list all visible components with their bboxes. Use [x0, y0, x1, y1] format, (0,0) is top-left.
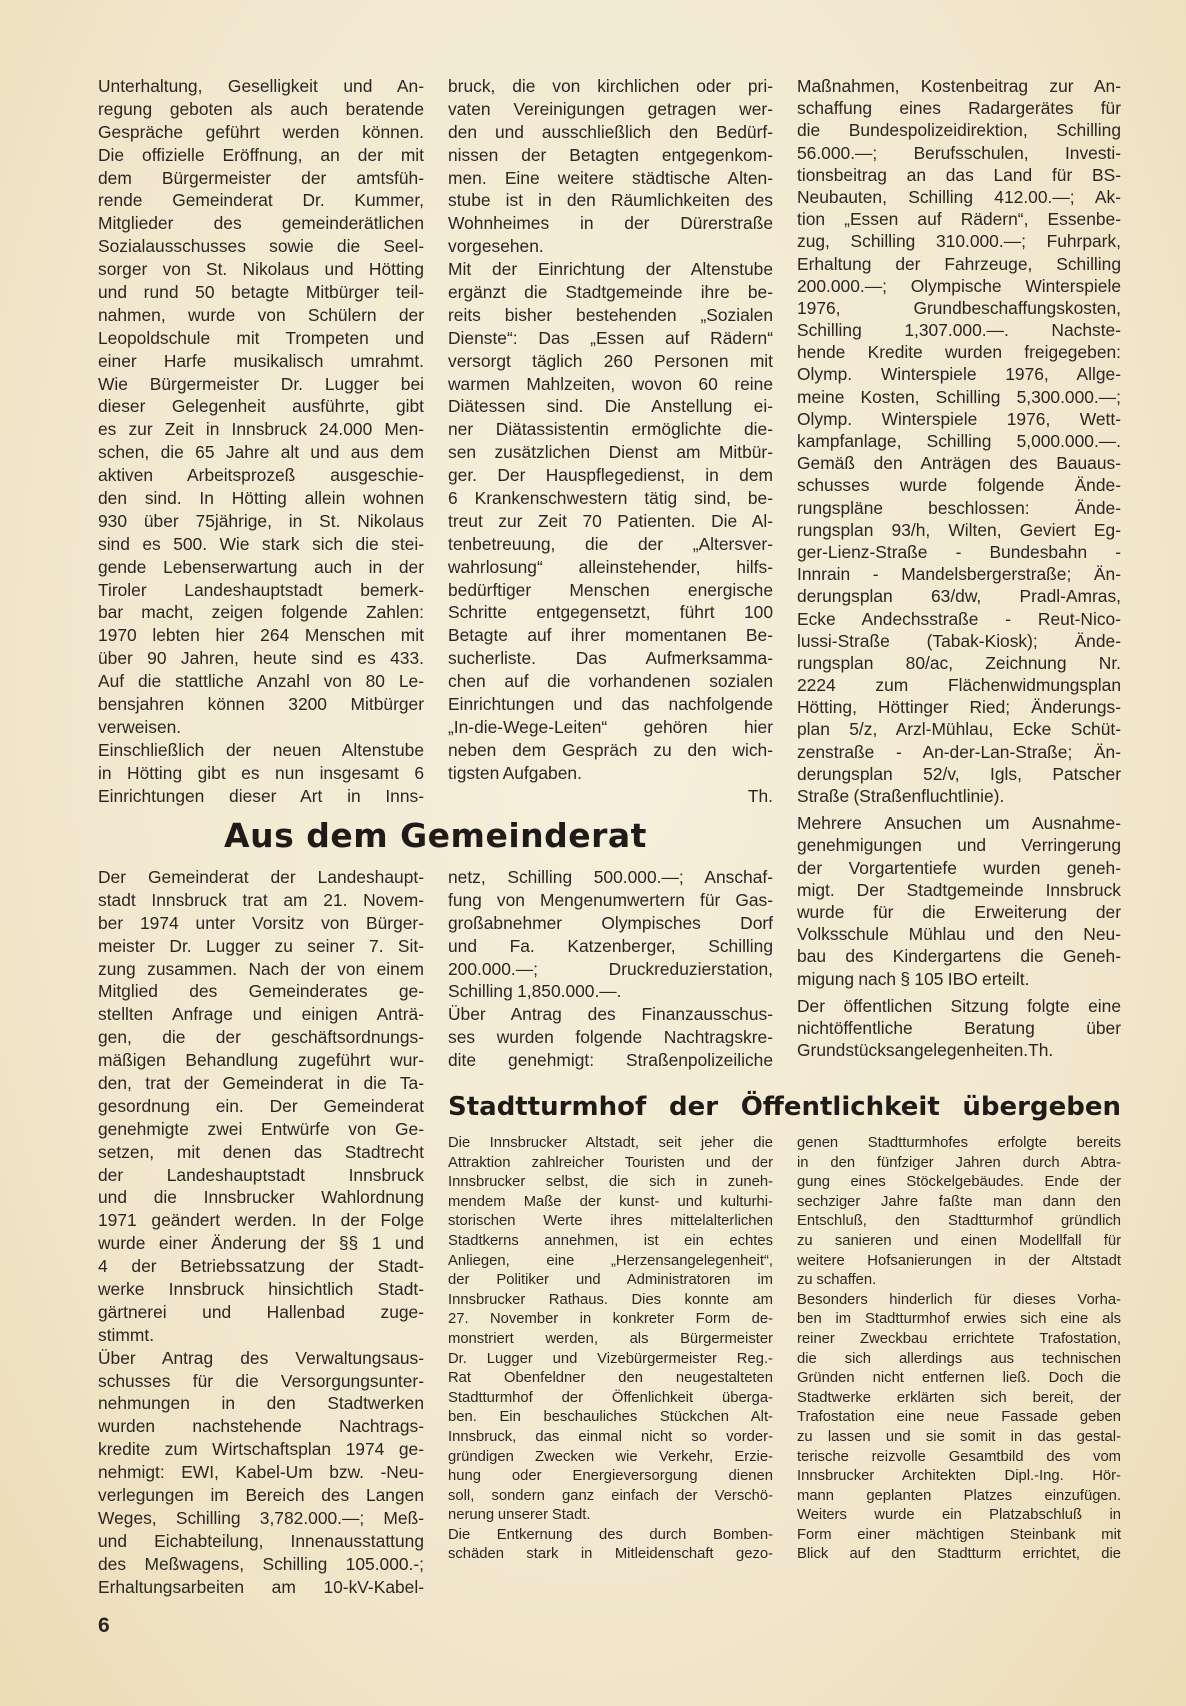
text-line: stadt Innsbruck trat am 21. Novem- [98, 889, 424, 910]
text-line: netz, Schilling 500.000.—; Anschaf- [448, 867, 773, 887]
text-line: nichtöffentliche Beratung über [797, 1017, 1121, 1038]
text-line: es zur Zeit in Innsbruck 24.000 Men- [98, 419, 424, 440]
text-line: weitere Hofsanierungen in der Altstadt [797, 1252, 1121, 1269]
author-signature: Th. [1028, 1040, 1054, 1061]
paragraph [448, 1134, 773, 1526]
text-line: Innsbruck, das einmal nicht so vorder- [448, 1428, 773, 1445]
text-line: sucherliste. Das Aufmerksamma- [448, 648, 773, 669]
text-line: gen, die der geschäftsordnungs- [98, 1027, 424, 1048]
text-line: plan 5/z, Arzl-Mühlau, Ecke Schüt- [797, 719, 1121, 740]
text-line: lussi-Straße (Tabak-Kiosk); Ände- [797, 630, 1121, 651]
text-line: stimmt. [98, 1324, 155, 1345]
text-line: bensjahren können 3200 Mitbürger [98, 694, 424, 715]
text-line: Entschluß, den Stadtturmhof gründlich [797, 1213, 1121, 1230]
text-line: nerung unserer Stadt. [448, 1507, 591, 1524]
text-line: sind es 500. Wie stark sich die stei- [98, 533, 424, 554]
paragraph [448, 258, 773, 784]
text-line: fung von Mengenumwertern für Gas- [448, 889, 773, 910]
text-line: gründigen Zwecken wie Verkehr, Erzie- [448, 1448, 773, 1465]
text-line: schäden stark in Mitleidenschaft gezo- [448, 1546, 773, 1563]
text-line: tigsten Aufgaben. [448, 762, 582, 783]
text-line: sorger von St. Nikolaus und Hötting [98, 259, 424, 280]
text-line: regung geboten als auch beratende [98, 98, 424, 119]
text-line: Ecke Andechsstraße - Reut-Nico- [797, 608, 1121, 629]
text-line: 27. November in konkreter Form de- [448, 1311, 773, 1328]
text-line: 200.000.—; Druckreduzierstation, [448, 958, 773, 979]
text-line: genehmigungen und Verringerung [797, 835, 1121, 856]
text-line: rungspläne beschlossen: Ände- [797, 497, 1121, 518]
text-line: verweisen. [98, 716, 182, 737]
text-line: dieser Gelegenheit ausführte, gibt [98, 396, 424, 417]
text-line: tenbetreuung, die der „Altersver- [448, 533, 773, 554]
paragraph [797, 812, 1121, 990]
text-line: reits bisher bestehenden „Sozialen [448, 304, 773, 325]
text-line: kampfanlage, Schilling 5,000.000.—. [797, 431, 1121, 451]
text-line: Einrichtungen und das nachfolgende [448, 694, 773, 715]
text-line: dem Bürgermeister der amtsfüh- [98, 167, 424, 188]
text-line: Sozialausschusses sowie die Seel- [98, 236, 424, 257]
text-line: Grundstücksangelegenheiten. [797, 1040, 1029, 1061]
text-line: Weiters wurde ein Platzabschluß in [797, 1507, 1121, 1524]
text-line: Attraktion zahlreicher Touristen und der [448, 1154, 773, 1171]
section-heading-gemeinderat: Aus dem Gemeinderat [224, 816, 647, 855]
text-line: 1970 lebten hier 264 Menschen mit [98, 625, 424, 646]
text-line: kredite zum Wirtschaftsplan 1974 ge- [98, 1439, 424, 1460]
text-line: meister Dr. Lugger zu seiner 7. Sit- [98, 935, 424, 956]
text-line: Stadtwerke erklärten sich bereit, der [797, 1389, 1121, 1406]
text-line: mäßigen Behandlung zugeführt wur- [98, 1050, 424, 1071]
text-line: und rund 50 betagte Mitbürger teil- [98, 282, 424, 303]
text-line: Die Entkernung des durch Bomben- [448, 1526, 773, 1543]
text-line: Die Innsbrucker Altstadt, seit jeher die [448, 1135, 773, 1151]
text-line: gung eines Stöckelgebäudes. Ende der [797, 1174, 1121, 1191]
text-line: stube ist in den Räumlichkeiten des [448, 190, 773, 211]
text-line: die sich allerdings aus technischen [797, 1350, 1121, 1367]
text-line: ben im Stadtturmhof erwies sich eine als [797, 1311, 1121, 1328]
text-line: nehmigt: EWI, Kabel-Um bzw. -Neu- [98, 1462, 424, 1483]
text-line: versorgt täglich 260 Personen mit [448, 350, 773, 371]
text-line: Einschließlich der neuen Altenstube [98, 739, 424, 760]
article-column-3 [797, 75, 1121, 1061]
text-line: Auf die stattliche Anzahl von 80 Le- [98, 671, 424, 692]
text-line: Anliegen, eine „Herzensangelegenheit“, [448, 1252, 773, 1269]
text-line: Mit der Einrichtung der Altenstube [448, 259, 773, 280]
text-line: genen Stadtturmhofes erfolgte bereits [797, 1135, 1121, 1151]
text-line: 6 Krankenschwestern tätig sind, be- [448, 488, 773, 509]
article-column-1 [98, 75, 424, 808]
paragraph [98, 75, 424, 739]
paragraph [797, 1134, 1121, 1291]
text-line: 200.000.—; Olympische Winterspiele [797, 275, 1121, 296]
text-line: men. Eine weitere städtische Alten- [448, 167, 773, 188]
paragraph [797, 75, 1121, 807]
text-line: Hötting, Höttinger Ried; Änderungs- [797, 697, 1121, 718]
text-line: tionsbeitrag an das Land für BS- [797, 164, 1121, 185]
text-line: „In-die-Wege-Leiten“ gehören hier [448, 716, 773, 737]
text-line: Erhaltungsarbeiten am 10-kV-Kabel- [98, 1576, 424, 1597]
text-line: des Meßwagens, Schilling 105.000.-; [98, 1553, 424, 1574]
text-line: Mehrere Ansuchen um Ausnahme- [797, 813, 1121, 834]
text-line: sen zusätzlichen Dienst am Mitbür- [448, 442, 773, 463]
text-line: großabnehmer Olympisches Dorf [448, 912, 773, 933]
text-line: Blick auf den Stadtturm errichtet, die [797, 1546, 1121, 1563]
text-line: Straße (Straßenfluchtlinie). [797, 786, 1005, 806]
text-line: aktiven Arbeitsprozeß ausgeschie- [98, 465, 424, 486]
text-line: Tiroler Landeshauptstadt bemerk- [98, 579, 424, 600]
text-line: und Fa. Katzenberger, Schilling [448, 935, 773, 956]
text-line: wurde einer Änderung der §§ 1 und [98, 1233, 424, 1254]
text-line: schaffung eines Radargerätes für [797, 98, 1121, 119]
text-line: ber 1974 unter Vorsitz von Bürger- [98, 912, 424, 933]
text-line: zu sanieren und einen Modellfall für [797, 1232, 1121, 1249]
text-line: wurden nachstehende Nachtrags- [98, 1416, 424, 1437]
text-line: vaten Vereinigungen getragen wer- [448, 98, 773, 119]
text-line: wurde für die Erweiterung der [797, 901, 1121, 922]
text-line: 2224 zum Flächenwidmungsplan [797, 675, 1121, 696]
text-line: sechziger Jahre faßte man dann den [797, 1193, 1121, 1210]
text-line: der Landeshauptstadt Innsbruck [98, 1164, 424, 1185]
text-line: Leopoldschule mit Trompeten und [98, 327, 424, 348]
article-column-2 [448, 75, 773, 808]
text-line: stellten Anfrage und einigen Anträ- [98, 1004, 424, 1025]
text-line: wahrlosung“ alleinstehender, hilfs- [448, 556, 773, 577]
text-line: Betagte auf ihrer momentanen Be- [448, 625, 773, 646]
text-line: Besonders hinderlich für dieses Vorha- [797, 1291, 1121, 1308]
text-line: migung nach § 105 IBO erteilt. [797, 968, 1030, 989]
text-line: Weges, Schilling 3,782.000.—; Meß- [98, 1507, 424, 1528]
text-line: terische reizvolle Gesamtbild des vom [797, 1448, 1121, 1465]
text-line: Über Antrag des Verwaltungsaus- [98, 1347, 424, 1368]
text-line: schusses für die Versorgungsunter- [98, 1370, 424, 1391]
text-line: und die Innsbrucker Wahlordnung [98, 1187, 424, 1208]
text-line: gärtnerei und Hallenbad zuge- [98, 1301, 424, 1322]
text-line: Erhaltung der Fahrzeuge, Schilling [797, 253, 1121, 274]
text-line: Innsbrucker Architekten Dipl.-Ing. Hör- [797, 1468, 1121, 1485]
text-line: 56.000.—; Berufsschulen, Investi- [797, 142, 1121, 163]
text-line: Dr. Lugger und Vizebürgermeister Reg.- [448, 1350, 773, 1367]
text-line: gende Lebenserwartung auch in der [98, 556, 424, 577]
text-line: Die offizielle Eröffnung, an der mit [98, 144, 424, 165]
text-line: in den fünfziger Jahren durch Abtra- [797, 1154, 1121, 1171]
text-line: zu lassen und sie somit in das gestal- [797, 1428, 1121, 1445]
text-line: nahmen, wurde von Schülern der [98, 304, 424, 325]
text-line: monstriert werden, als Bürgermeister [448, 1330, 773, 1347]
text-line: bau des Kindergartens die Geneh- [797, 946, 1121, 967]
text-line: Neubauten, Schilling 412.00.—; Ak- [797, 186, 1121, 207]
text-line: mendem Maße der kunst- und kulturhi- [448, 1193, 773, 1210]
text-line: Innsbrucker Rathaus. Dies konnte am [448, 1291, 773, 1308]
text-line: tion „Essen auf Rädern“, Essenbe- [797, 209, 1121, 230]
text-line: hung oder Energieversorgung dienen [448, 1468, 773, 1485]
paragraph [448, 866, 773, 1003]
text-line: einer Harfe musikalisch umrahmt. [98, 350, 424, 371]
text-line: Trafostation eine neue Fassade geben [797, 1409, 1121, 1426]
text-line: Diätessen sind. Die Anstellung ei- [448, 396, 773, 417]
text-line: nissen der Betagten entgegenkom- [448, 144, 773, 165]
text-line: Stadtturmhof der Öffenlichkeit überga- [448, 1389, 773, 1406]
text-line: Der öffentlichen Sitzung folgte eine [797, 995, 1121, 1016]
text-line: Innsbrucker selbst, die sich in zuneh- [448, 1174, 773, 1191]
text-line: Schilling 1,307.000.—. Nachste- [797, 320, 1121, 341]
text-line: reiner Zweckbau errichtete Trafostation, [797, 1330, 1121, 1347]
text-line: Mitglieder des gemeinderätlichen [98, 213, 424, 234]
page-number: 6 [98, 1614, 110, 1637]
text-line: ger. Der Hauspflegedienst, in dem [448, 465, 773, 486]
text-line: bruck, die von kirchlichen oder pri- [448, 76, 773, 96]
text-line: der Vorgartentiefe wurden geneh- [797, 857, 1121, 878]
text-line: die Bundespolizeidirektion, Schilling [797, 120, 1121, 141]
text-line: meine Kosten, Schilling 5,300.000.—; [797, 386, 1121, 407]
section-heading-stadtturmhof: Stadtturmhof der Öffentlichkeit übergeben [448, 1092, 1121, 1122]
gemeinderat-column-2 [448, 866, 773, 1072]
text-line: Der Gemeinderat der Landeshaupt- [98, 867, 424, 887]
text-line: 1976, Grundbeschaffungskosten, [797, 297, 1121, 318]
author-signature: Th. [747, 785, 773, 806]
text-line: mann geplanten Platzes einzufügen. [797, 1487, 1121, 1504]
text-line: in Hötting gibt es nun insgesamt 6 [98, 762, 424, 783]
text-line: Mitglied des Gemeinderates ge- [98, 981, 424, 1002]
text-line: zu schaffen. [797, 1272, 877, 1289]
text-line: gesordnung ein. Der Gemeinderat [98, 1095, 424, 1116]
text-line: zenstraße - An-der-Lan-Straße; Än- [797, 741, 1121, 762]
text-line: verlegungen im Bereich des Langen [98, 1485, 424, 1506]
paragraph [797, 995, 1121, 1062]
stadtturmhof-column-2 [797, 1134, 1121, 1565]
text-line: Olymp. Winterspiele 1976, Allge- [797, 364, 1121, 385]
text-line: Dienste“: Das „Essen auf Rädern“ [448, 327, 773, 348]
text-line: Wohnheimes in der Dürerstraße [448, 213, 773, 234]
text-line: dite genehmigt: Straßenpolizeiliche [448, 1050, 773, 1071]
paragraph [448, 75, 773, 258]
text-line: rungsplan 93/h, Wilten, Geviert Eg- [797, 519, 1121, 540]
text-line: Gemäß den Anträgen des Bauaus- [797, 453, 1121, 474]
text-line: den und ausschließlich den Bedürf- [448, 121, 773, 142]
text-line: derungsplan 63/dw, Pradl-Amras, [797, 586, 1121, 607]
text-line: neben dem Gespräch zu den wich- [448, 739, 773, 760]
text-line: 1971 geändert werden. In der Folge [98, 1210, 424, 1231]
text-line: vorgesehen. [448, 236, 544, 257]
text-line: Rat Obenfeldner den neugestalteten [448, 1370, 773, 1387]
stadtturmhof-column-1 [448, 1134, 773, 1565]
text-line: Maßnahmen, Kostenbeitrag zur An- [797, 76, 1121, 96]
paragraph [98, 1347, 424, 1599]
text-line: Gründen nicht entfernen ließ. Doch die [797, 1370, 1121, 1387]
text-line: Schilling 1,850.000.—. [448, 981, 622, 1002]
text-line: Volksschule Mühlau und den Neu- [797, 924, 1121, 945]
paragraph [98, 866, 424, 1347]
text-line: zung zusammen. Nach der von einem [98, 958, 424, 979]
text-line: rungsplan 80/ac, Zeichnung Nr. [797, 652, 1121, 673]
text-line: hende Kredite wurden freigegeben: [797, 342, 1121, 363]
text-line: setzen, mit denen das Stadtrecht [98, 1141, 424, 1162]
paragraph [448, 1003, 773, 1072]
text-line: und Eichabteilung, Innenausstattung [98, 1530, 424, 1551]
text-line: ner Diätassistentin ermöglichte die- [448, 419, 773, 440]
text-line: genehmigte zwei Entwürfe von Ge- [98, 1118, 424, 1139]
text-line: soll, sondern ganz einfach der Verschö- [448, 1487, 773, 1504]
text-line: Wie Bürgermeister Dr. Lugger bei [98, 373, 424, 394]
text-line: bedürftiger Menschen energische [448, 579, 773, 600]
text-line: über 90 Jahren, heute sind es 433. [98, 648, 424, 669]
text-line: ger-Lienz-Straße - Bundesbahn - [797, 541, 1121, 562]
text-line: rende Gemeinderat Dr. Kummer, [98, 190, 424, 211]
text-line: chen auf die vorhandenen sozialen [448, 671, 773, 692]
text-line: ben. Ein beschauliches Stückchen Alt- [448, 1409, 773, 1426]
text-line: werke Innsbruck hinsichtlich Stadt- [98, 1279, 424, 1300]
text-line: schusses wurde folgende Ände- [797, 475, 1121, 496]
text-line: nehmungen in den Stadtwerken [98, 1393, 424, 1414]
text-line: den sind. In Hötting allein wohnen [98, 488, 424, 509]
text-line: derungsplan 52/v, Igls, Patscher [797, 763, 1121, 784]
text-line: migt. Der Stadtgemeinde Innsbruck [797, 879, 1121, 900]
text-line: den, trat der Gemeinderat in die Ta- [98, 1073, 424, 1094]
paragraph [448, 1526, 773, 1565]
text-line: Innrain - Mandelsbergerstraße; Än- [797, 564, 1121, 585]
text-line: Unterhaltung, Geselligkeit und An- [98, 76, 424, 96]
text-line: 930 über 75jährige, in St. Nikolaus [98, 510, 424, 531]
paragraph [98, 739, 424, 808]
gemeinderat-column-1 [98, 866, 424, 1599]
text-line: Einrichtungen dieser Art in Inns- [98, 785, 424, 806]
text-line: schen, die 65 Jahre alt und aus dem [98, 442, 424, 463]
paragraph [797, 1291, 1121, 1565]
text-line: storischen Werte ihres mittelalterlichen [448, 1213, 773, 1230]
text-line: warmen Mahlzeiten, wovon 60 reine [448, 373, 773, 394]
signature-line [797, 1039, 1121, 1061]
text-line: Stadtkerns annehmen, ist ein echtes [448, 1232, 773, 1249]
text-line: bar macht, zeigen folgende Zahlen: [98, 602, 424, 623]
text-line: der Politiker und Administratoren im [448, 1272, 773, 1289]
text-line: ergänzt die Stadtgemeinde ihre be- [448, 282, 773, 303]
text-line: Über Antrag des Finanzausschus- [448, 1004, 773, 1025]
text-line: Schritte entgegensetzt, führt 100 [448, 602, 773, 623]
text-line: ses wurden folgende Nachtragskre- [448, 1027, 773, 1048]
text-line: Form einer mächtigen Steinbank mit [797, 1526, 1121, 1543]
text-line: Gespräche geführt werden können. [98, 121, 424, 142]
text-line: 4 der Betriebssatzung der Stadt- [98, 1256, 424, 1277]
text-line: Olymp. Winterspiele 1976, Wett- [797, 408, 1121, 429]
text-line: zug, Schilling 310.000.—; Fuhrpark, [797, 231, 1121, 252]
text-line: treut zur Zeit 70 Patienten. Die Al- [448, 510, 773, 531]
